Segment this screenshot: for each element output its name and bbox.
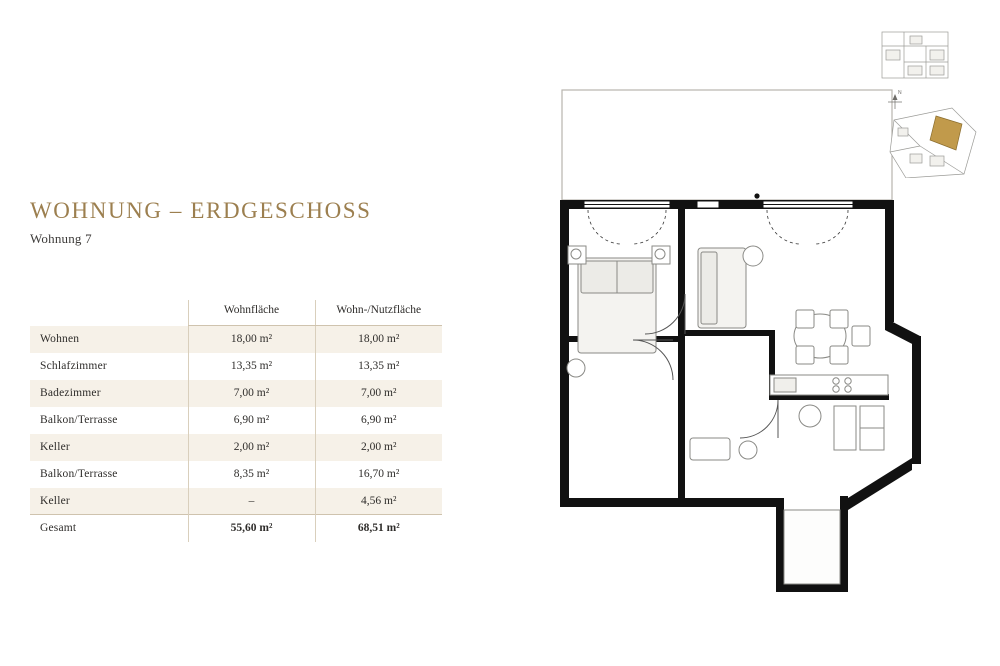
table-total-row <box>30 515 442 542</box>
table-row <box>30 326 442 353</box>
row-nutzflaeche: 2,00 m² <box>315 434 442 461</box>
row-label: Keller <box>30 488 188 515</box>
row-nutzflaeche: 13,35 m² <box>315 353 442 380</box>
row-label: Badezimmer <box>30 380 188 407</box>
table-row <box>30 434 442 461</box>
table-header-label <box>30 300 188 326</box>
row-nutzflaeche: 18,00 m² <box>315 326 442 353</box>
total-nutzflaeche: 68,51 m² <box>315 515 442 542</box>
page-title: WOHNUNG – ERDGESCHOSS <box>30 198 372 223</box>
row-label: Keller <box>30 434 188 461</box>
table-header-row <box>30 300 442 326</box>
svg-text:N: N <box>898 90 902 96</box>
row-wohnflaeche: 18,00 m² <box>188 326 315 353</box>
row-nutzflaeche: 6,90 m² <box>315 407 442 434</box>
table-row <box>30 380 442 407</box>
row-wohnflaeche: 6,90 m² <box>188 407 315 434</box>
row-label: Schlafzimmer <box>40 360 107 372</box>
row-nutzflaeche: 7,00 m² <box>315 380 442 407</box>
table-row <box>30 407 442 434</box>
key-plan-lower <box>890 108 976 178</box>
table-header-nutzflaeche: Wohn-/Nutzfläche <box>315 300 442 326</box>
row-wohnflaeche: 7,00 m² <box>188 380 315 407</box>
row-nutzflaeche: 4,56 m² <box>315 488 442 515</box>
table-row <box>30 461 442 488</box>
row-wohnflaeche: – <box>188 488 315 515</box>
table-header-wohnflaeche: Wohnfläche <box>188 300 315 326</box>
header-block <box>30 198 450 247</box>
total-label: Gesamt <box>30 515 188 542</box>
row-label: Balkon/Terrasse <box>40 468 118 480</box>
row-label: Balkon/Terrasse <box>40 414 118 426</box>
total-wohnflaeche: 55,60 m² <box>188 515 315 542</box>
row-wohnflaeche: 8,35 m² <box>188 461 315 488</box>
row-wohnflaeche: 13,35 m² <box>188 353 315 380</box>
key-plan-upper <box>882 32 948 78</box>
area-table-wrapper <box>30 300 442 542</box>
row-wohnflaeche: 2,00 m² <box>188 434 315 461</box>
compass-icon <box>888 90 902 109</box>
table-row <box>30 353 442 380</box>
page-subtitle: Wohnung 7 <box>30 231 92 246</box>
table-row <box>30 488 442 515</box>
row-label: Wohnen <box>30 326 188 353</box>
row-nutzflaeche: 16,70 m² <box>315 461 442 488</box>
key-plan-thumbnails <box>880 28 990 178</box>
area-table <box>30 300 442 542</box>
table-body <box>30 326 442 542</box>
